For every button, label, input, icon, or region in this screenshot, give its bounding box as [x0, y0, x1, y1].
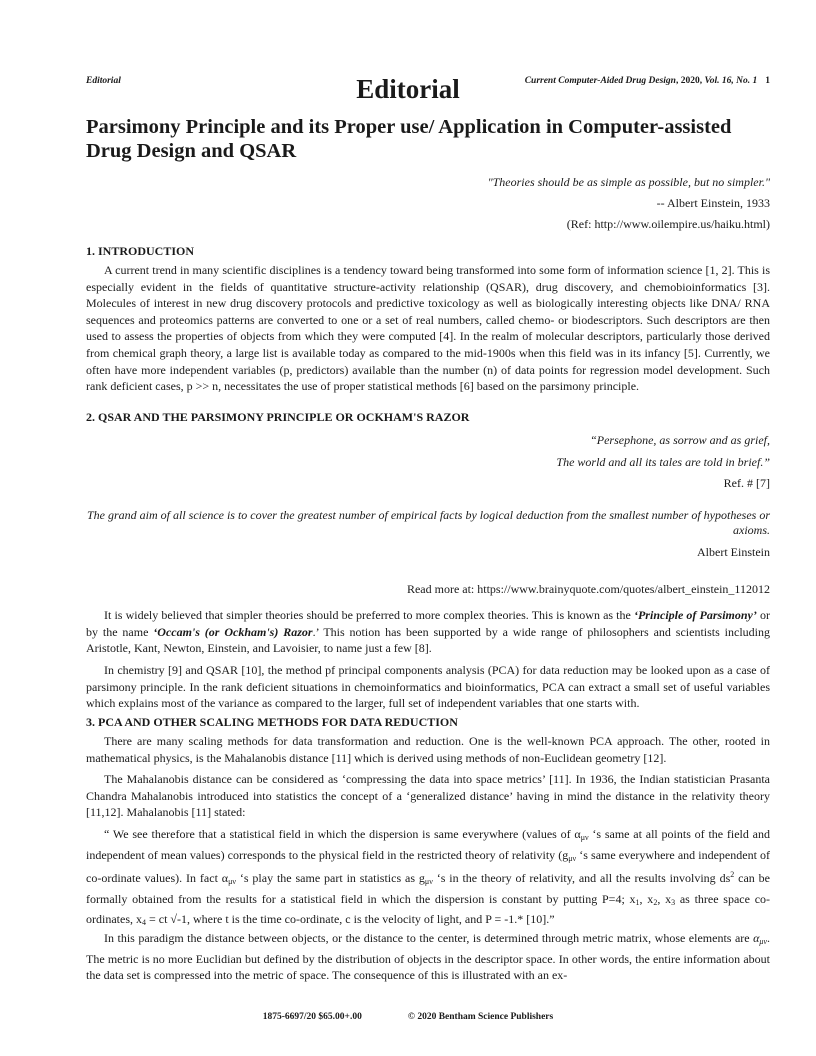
page-number: 1	[765, 76, 770, 86]
section-heading-3: 3. PCA AND OTHER SCALING METHODS FOR DATA REDUCTION	[86, 715, 458, 729]
read-more-link[interactable]: Read more at: https://www.brainyquote.com/quotes/albert_einstein_112012	[406, 582, 770, 596]
section-heading-2: 2. QSAR AND THE PARSIMONY PRINCIPLE OR OCKHAM'S RAZOR	[86, 410, 470, 424]
page-title: Editorial	[356, 74, 460, 104]
epigraph-author: -- Albert Einstein, 1933	[656, 196, 770, 210]
journal-name: Current Computer-Aided Drug Design	[524, 76, 676, 86]
mahalanobis-quote: “ We see therefore that a statistical field in which the dispersion is same everywhere (values of $\alpha_{\mu\nu}$ ‘s same at all points of the field and independent of mean values) corresponds to the physical field in the restricted theory of relativity ($g_{\mu\nu}$ ‘s same everywhere and independent of co-ordinate values). In fact $\alpha_{\mu\nu}$ ‘s play the same part in statistics as $g_{\mu\nu}$ ‘s in the theory of relativity, and all the results involving $ds^2$ can be formally obtained from the results for a statistical field in which the dispersion is constant by putting P=4; $x_1$, $x_2$, $x_3$ as three space co-ordinates, $x_4$ = ct √-1, where t is the time co-ordinate, c is the velocity of light, and P = -1.* [10].”	[86, 827, 771, 928]
pca-paragraph: In chemistry [9] and QSAR [10], the method pf principal components analysis (PCA) for data reduction may be looked upon as a case of parsimony principle. In the rank deficient situations in chemoinformatics and bioinformatics, PCA can extract a small set of useful variables which explains most of the variance as compared to the larger, full set of independent variables that one starts with.	[86, 663, 770, 711]
page-footer	[0, 1012, 816, 1022]
journal-volume: Vol. 16, No. 1	[704, 76, 758, 86]
parsimony-paragraph: It is widely believed that simpler theories should be preferred to more complex theories. This is known as the ‘Principle of Parsimony’ or by the name ‘Occam's (or Ockham's) Razor.’ This notion has been supported by a wide range of philosophers and scientists including Aristotle, Kant, Newton, Einstein, and Lavoisier, to name just a few [8].	[86, 608, 771, 656]
scaling-paragraph: There are many scaling methods for data transformation and reduction. One is the well-known PCA approach. The other, rooted in mathematical physics, is the Mahalanobis distance [11] which is derived using methods of non-Euclidean geometry [12].	[86, 734, 770, 765]
principle-of-parsimony-term: ‘Principle of Parsimony’	[633, 608, 757, 622]
footer-copyright: © 2020 Bentham Science Publishers	[407, 1012, 554, 1022]
article-title: Parsimony Principle and its Proper use/ Application in Computer-assisted Drug Design and QSAR	[86, 116, 732, 162]
running-header-left: Editorial	[86, 76, 121, 86]
epigraph-quote: "Theories should be as simple as possible, but no simpler."	[487, 175, 770, 189]
epigraph-ref: (Ref: http://www.oilempire.us/haiku.html)	[566, 217, 770, 231]
poem-line-2: The world and all its tales are told in brief.”	[556, 455, 770, 469]
occams-razor-term: ‘Occam's (or Ockham's) Razor	[153, 624, 313, 639]
metric-paragraph: In this paradigm the distance between objects, or the distance to the center, is determined through metric matrix, whose elements are $\alpha_{\mu\nu}$. The metric is no more Euclidian but defined by the distribution of objects in the descriptor space. In other words, the entire information about the data set is compressed into the metric of space. The consequence of this is illustrated with an ex-	[86, 931, 770, 983]
mahalanobis-paragraph: The Mahalanobis distance can be considered as ‘compressing the data into space metrics’ [11]. In 1936, the Indian statistician Prasanta Chandra Mahalanobis introduced into statistics the concept of a ‘generalized distance’ having in mind the distance in the relativity theory [11,12]. Mahalanobis [11] stated:	[86, 772, 770, 820]
poem-line-1: “Persephone, as sorrow and as grief,	[590, 433, 770, 447]
intro-paragraph: A current trend in many scientific disciplines is a tendency toward being transformed into some form of information science [1, 2]. This is especially evident in the fields of quantitative structure-activity relationship (QSAR), drug discovery, and chemobioinformatics [3]. Molecules of interest in new drug discovery protocols and predictive toxicology as well as biologically interesting objects like DNA/ RNA sequences and proteomics patterns are converted to one or a set of real numbers, called chemo- or biodescriptors. Such descriptors are then used to assess the properties of objects from which they were computed [4]. In the realm of molecular descriptors, particularly those derived from chemical graph theory, a large list is available today as compared to the mid-1900s when this field was in its infancy [5]. Currently, we often have more independent variables (p, predictors) available than the number (n) of data points for regression model development. Such rank deficient cases, p >> n, necessitates the use of proper statistical methods [6] based on the parsimony principle.	[86, 263, 770, 394]
poem-ref: Ref. # [7]	[723, 476, 770, 490]
footer-issn: 1875-6697/20 $65.00+.00	[262, 1012, 362, 1022]
journal-year: , 2020,	[675, 76, 705, 86]
einstein-quote: The grand aim of all science is to cover the greatest number of empirical facts by logical deduction from the smallest number of hypotheses or axioms.	[86, 508, 770, 537]
einstein-author: Albert Einstein	[697, 545, 770, 559]
section-heading-1: 1. INTRODUCTION	[86, 244, 195, 258]
